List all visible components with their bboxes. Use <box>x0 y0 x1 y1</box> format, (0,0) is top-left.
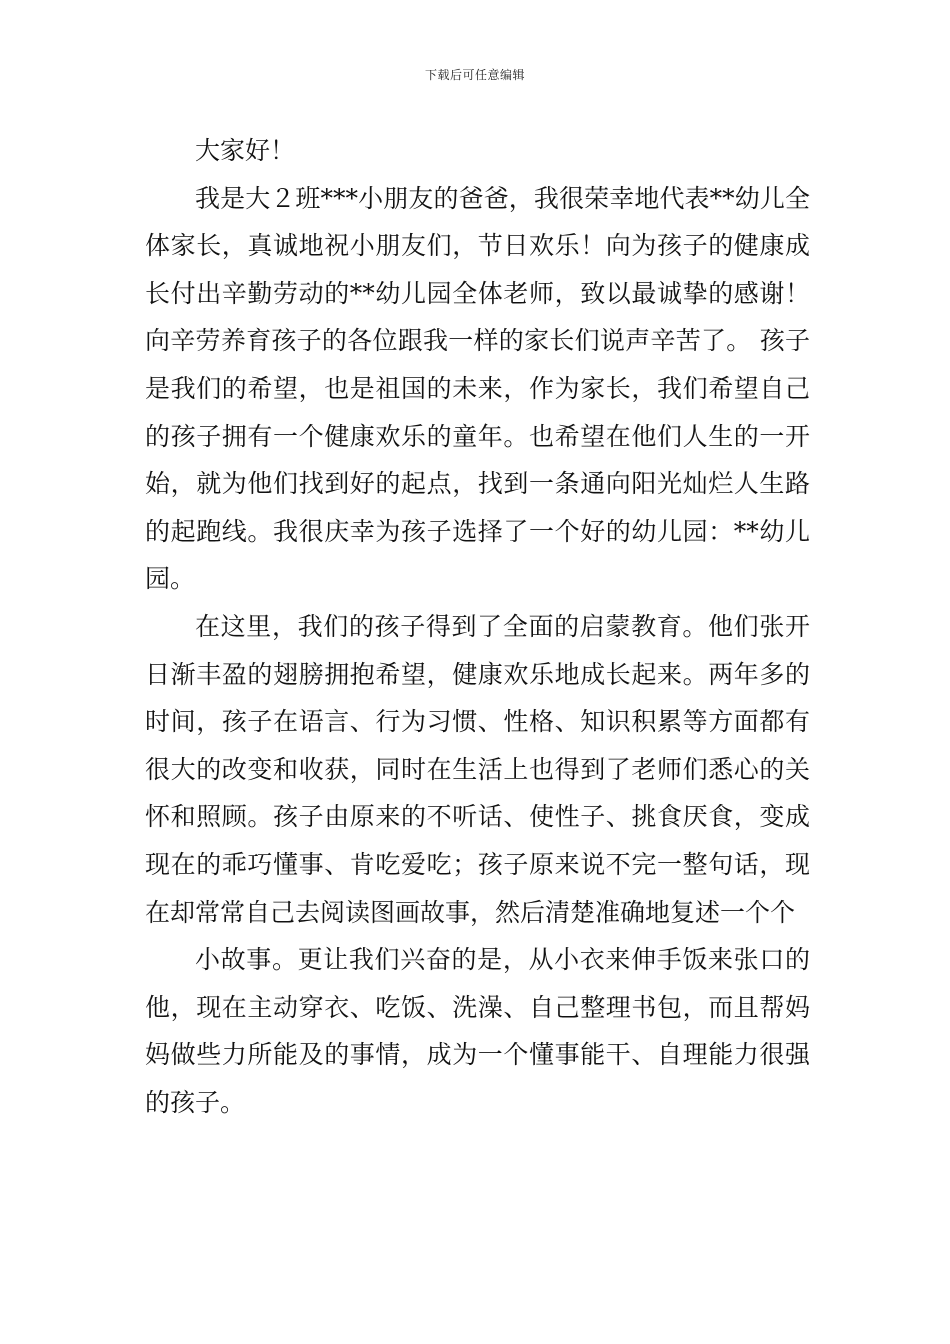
greeting-paragraph: 大家好！ <box>195 136 296 165</box>
document-body <box>145 127 810 1126</box>
body-paragraph-1: 我是大２班***小朋友的爸爸，我很荣幸地代表**幼儿全体家长，真诚地祝小朋友们，节日欢乐！向为孩子的健康成长付出辛勤劳动的**幼儿园全体老师，致以最诚挚的感谢！向辛劳养育孩子的各位跟我一样的家长们说声辛苦了。 孩子是我们的希望，也是祖国的未来，作为家长，我们希望自己的孩子拥有一个健康欢乐的童年。也希望在他们人生的一开始，就为他们找到好的起点，找到一条通向阳光灿烂人生路的起跑线。我很庆幸为孩子选择了一个好的幼儿园：**幼儿园。 <box>145 183 810 594</box>
body-paragraph-2: 在这里，我们的孩子得到了全面的启蒙教育。他们张开日渐丰盈的翅膀拥抱希望，健康欢乐地成长起来。两年多的时间，孩子在语言、行为习惯、性格、知识积累等方面都有很大的改变和收获，同时在生活上也得到了老师们悉心的关怀和照顾。孩子由原来的不听话、使性子、挑食厌食，变成现在的乖巧懂事、肯吃爱吃；孩子原来说不完一整句话，现在却常常自己去阅读图画故事，然后清楚准确地复述一个个 <box>145 611 810 927</box>
body-paragraph-3: 小故事。更让我们兴奋的是，从小衣来伸手饭来张口的他，现在主动穿衣、吃饭、洗澡、自己整理书包，而且帮妈妈做些力所能及的事情，成为一个懂事能干、自理能力很强的孩子。 <box>145 945 810 1117</box>
page-header: 下载后可任意编辑 <box>424 68 525 82</box>
